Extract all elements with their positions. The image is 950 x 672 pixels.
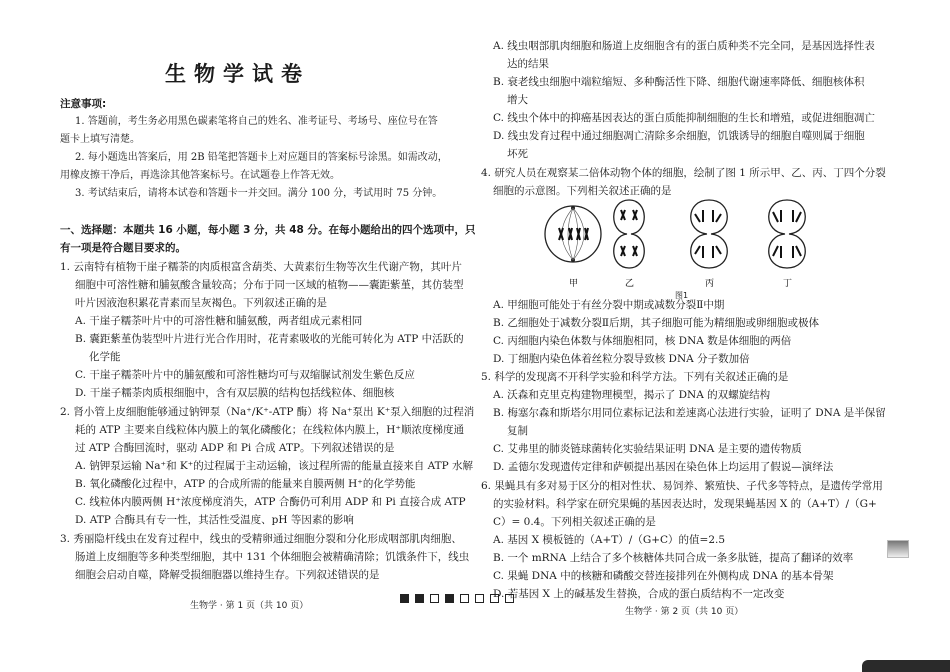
q3-option: D. 线虫发育过程中通过细胞凋亡清除多余细胞，饥饿诱导的细胞自噬则属于细胞 — [493, 130, 865, 142]
q2-stem: 2. 肾小管上皮细胞能够通过钠钾泵（Na⁺/K⁺-ATP 酶）将 Na⁺泵出 K⁺泵入细胞的过程消 — [60, 406, 475, 418]
page-square — [445, 594, 454, 603]
q2-option: C. 线粒体内膜两侧 H⁺浓度梯度消失，ATP 合酶仍可利用 ADP 和 Pi 直接合成 ATP — [75, 496, 466, 508]
q4-option: C. 丙细胞内染色体数与体细胞相同，核 DNA 数是体细胞的两倍 — [493, 335, 792, 347]
q3-option: C. 线虫个体中的抑癌基因表达的蛋白质能抑制细胞的生长和增殖，或促进细胞凋亡 — [493, 112, 875, 124]
q4-stem: 细胞的示意图。下列相关叙述正确的是 — [493, 185, 672, 197]
page-footer: 生物学 · 第 2 页（共 10 页） — [625, 607, 744, 617]
figure-caption: 图1 — [675, 291, 689, 300]
scan-mark — [887, 540, 909, 558]
q5-option: B. 梅塞尔森和斯塔尔用同位素标记法和差速离心法进行实验，证明了 DNA 是半保留 — [493, 407, 886, 419]
page-square — [415, 594, 424, 603]
q1-option: C. 干崖子糯荼叶片中的脯氨酸和可溶性糖均可与双缩脲试剂发生紫色反应 — [75, 369, 415, 381]
note-line: 用橡皮擦干净后，再选涂其他答案标号。在试题卷上作答无效。 — [60, 170, 340, 181]
page-title: 生物学试卷 — [165, 62, 310, 86]
note-line: 题卡上填写清楚。 — [60, 134, 140, 145]
q1-stem: 1. 云南特有植物干崖子糯荼的肉质根富含葫类、大黄素衍生物等次生代谢产物，其叶片 — [60, 261, 462, 273]
q6-option: C. 果蝇 DNA 中的核糖和磷酸交替连接排列在外侧构成 DNA 的基本骨架 — [493, 570, 834, 582]
q5-stem: 5. 科学的发现离不开科学实验和科学方法。下列有关叙述正确的是 — [481, 371, 789, 383]
q4-stem: 4. 研究人员在观察某二倍体动物个体的细胞，绘制了图 1 所示甲、乙、丙、丁四个分裂 — [481, 167, 886, 179]
page-square — [460, 594, 469, 603]
q4-option: D. 丁细胞内染色体着丝粒分裂导致核 DNA 分子数加倍 — [493, 353, 750, 365]
page-square — [475, 594, 484, 603]
figure-cell-division — [537, 194, 827, 290]
q2-stem: 耗的 ATP 主要来自线粒体内膜上的氧化磷酸化；在线粒体内膜上，H⁺顺浓度梯度通 — [75, 424, 464, 436]
q5-option: D. 孟德尔发现遗传定律和萨顿提出基因在染色体上均运用了假说—演绎法 — [493, 461, 834, 473]
q6-option: B. 一个 mRNA 上结合了多个核糖体共同合成一条多肽链，提高了翻译的效率 — [493, 552, 854, 564]
section-heading: 一、选择题：本题共 16 小题，每小题 3 分，共 48 分。在每小题给出的四个选项中，只 — [60, 224, 476, 236]
q1-option: D. 干崖子糯荼肉质根细胞中，含有双层膜的结构包括线粒体、细胞核 — [75, 387, 395, 399]
q3-stem: 肠道上皮细胞等多种类型细胞，其中 131 个体细胞会被精确清除；饥饿条件下，线虫 — [75, 551, 470, 563]
q2-stem: 过 ATP 合酶回流时，驱动 ADP 和 Pi 合成 ATP。下列叙述错误的是 — [75, 442, 395, 454]
q6-option: D. 若基因 X 上的碱基发生替换，合成的蛋白质结构不一定改变 — [493, 588, 785, 600]
q1-option: A. 干崖子糯荼叶片中的可溶性糖和脯氨酸，两者组成元素相同 — [75, 315, 363, 327]
notes-heading: 注意事项: — [60, 98, 107, 110]
q3-stem: 3. 秀丽隐杆线虫在发育过程中，线虫的受精卵通过细胞分裂和分化形成咽部肌肉细胞、 — [60, 533, 462, 545]
figure-label-yi: 乙 — [625, 279, 635, 289]
q5-option: C. 艾弗里的肺炎链球菌转化实验结果证明 DNA 是主要的遗传物质 — [493, 443, 802, 455]
note-line: 3. 考试结束后，请将本试卷和答题卡一并交回。满分 100 分，考试用时 75 分钟。 — [75, 188, 443, 199]
q3-option: B. 衰老线虫细胞中端粒缩短、多种酶活性下降、细胞代谢速率降低、细胞核体积 — [493, 76, 865, 88]
q1-option: 化学能 — [89, 351, 121, 363]
q2-option: A. 钠钾泵运输 Na⁺和 K⁺的过程属于主动运输，该过程所需的能量直接来自 ATP 水解 — [75, 460, 474, 472]
page-square — [400, 594, 409, 603]
q1-option: B. 囊距紫堇伪装型叶片进行光合作用时，花青素吸收的光能可转化为 ATP 中活跃的 — [75, 333, 464, 345]
q6-stem: C）= 0.4。下列相关叙述正确的是 — [493, 516, 656, 528]
q3-option: 坏死 — [507, 148, 528, 160]
note-line: 1. 答题前，考生务必用黑色碳素笔将自己的姓名、准考证号、考场号、座位号在答 — [75, 116, 438, 127]
q1-stem: 叶片因液泡积累花青素而呈灰褐色。下列叙述正确的是 — [75, 297, 327, 309]
q6-stem: 的实验材料。科学家在研究果蝇的基因表达时，发现果蝇基因 X 的（A+T）/（G+ — [493, 498, 877, 510]
figure-label-jia: 甲 — [569, 279, 579, 289]
corner-overlay — [862, 660, 950, 672]
cell-jia — [545, 206, 601, 262]
q3-stem: 细胞会启动自噬，降解受损细胞器以维持生存。下列叙述错误的是 — [75, 569, 380, 581]
figure-label-ding: 丁 — [783, 279, 793, 289]
cell-bing — [691, 200, 728, 268]
page-square — [430, 594, 439, 603]
q3-option: 达的结果 — [507, 58, 549, 70]
q5-option: 复制 — [507, 425, 528, 437]
q6-option: A. 基因 X 模板链的（A+T）/（G+C）的值=2.5 — [493, 534, 726, 546]
page-footer: 生物学 · 第 1 页（共 10 页） — [190, 601, 309, 611]
q2-option: B. 氧化磷酸化过程中，ATP 的合成所需的能量来自膜两侧 H⁺的化学势能 — [75, 478, 416, 490]
q3-option: A. 线虫咽部肌肉细胞和肠道上皮细胞含有的蛋白质种类不完全同，是基因选择性表 — [493, 40, 875, 52]
q1-stem: 细胞中可溶性糖和脯氨酸含量较高；分布于同一区域的植物——囊距紫堇，其仿装型 — [75, 279, 464, 291]
q4-option: B. 乙细胞处于减数分裂Ⅱ后期，其子细胞可能为精细胞或卵细胞或极体 — [493, 317, 820, 329]
cell-ding — [769, 200, 806, 268]
q2-option: D. ATP 合酶具有专一性，其活性受温度、pH 等因素的影响 — [75, 514, 354, 526]
q4-option: A. 甲细胞可能处于有丝分裂中期或减数分裂Ⅱ中期 — [493, 299, 725, 311]
note-line: 2. 每小题选出答案后，用 2B 铅笔把答题卡上对应题目的答案标号涂黑。如需改动， — [75, 152, 448, 163]
q3-option: 增大 — [507, 94, 528, 106]
section-heading: 有一项是符合题目要求的。 — [60, 242, 186, 254]
q5-option: A. 沃森和克里克构建物理模型，揭示了 DNA 的双螺旋结构 — [493, 389, 771, 401]
cell-yi — [614, 200, 645, 268]
q6-stem: 6. 果蝇具有多对易于区分的相对性状、易饲养、繁殖快、子代多等特点，是遗传学常用 — [481, 480, 883, 492]
figure-label-bing: 丙 — [705, 279, 715, 289]
